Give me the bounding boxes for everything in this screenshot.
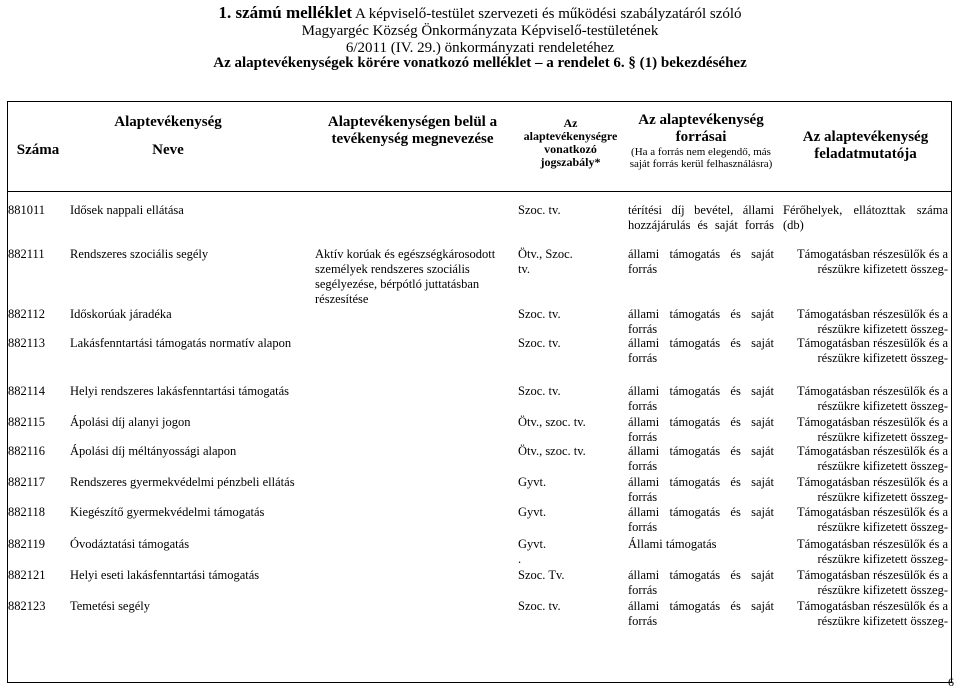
row-indicator: [783, 384, 948, 414]
row-code: 882115: [8, 415, 46, 429]
row-law: Szoc. tv.: [518, 336, 561, 350]
indicator-line-2: részükre kifizetett összeg-: [817, 322, 948, 336]
indicator-line-2: részükre kifizetett összeg-: [817, 399, 948, 413]
indicator-line-1: Támogatásban részesülők és a: [797, 384, 948, 398]
row-subactivity: Aktív korúak és egészségkárosodott személyek rendszeres szociális segélyezése, bérpótló juttatásban részesítése: [315, 247, 496, 306]
row-name: Lakásfenntartási támogatás normatív alapon: [70, 336, 292, 350]
row-code: 881011: [8, 203, 46, 217]
document-subtitle: Az alaptevékenységek körére vonatkozó melléklet – a rendelet 6. § (1) bekezdéséhez: [213, 55, 747, 71]
row-indicator: [783, 599, 948, 629]
row-source: állami támogatás és saját forrás: [628, 247, 774, 276]
indicator-line-1: Támogatásban részesülők és a: [797, 475, 948, 489]
title-line-3: 6/2011 (IV. 29.) önkormányzati rendeletéhez: [345, 40, 615, 56]
indicator-line-1: Támogatásban részesülők és a: [797, 505, 948, 519]
row-name: Helyi eseti lakásfenntartási támogatás: [70, 568, 260, 582]
row-code: 882111: [8, 247, 45, 261]
row-source: állami támogatás és saját forrás: [628, 568, 774, 597]
indicator-line-1: Támogatásban részesülők és a: [797, 537, 948, 551]
row-code: 882116: [8, 444, 46, 458]
indicator-line-1: Támogatásban részesülők és a: [797, 247, 948, 261]
row-source: állami támogatás és saját forrás: [628, 415, 774, 444]
indicator-line-1: Támogatásban részesülők és a: [797, 599, 948, 613]
page-number: 6: [948, 675, 954, 689]
row-indicator: [783, 247, 948, 277]
row-law: Ötv., szoc. tv.: [518, 415, 586, 429]
row-code: 882121: [8, 568, 46, 582]
row-name: Óvodáztatási támogatás: [70, 537, 190, 551]
row-source: állami támogatás és saját forrás: [628, 336, 774, 365]
indicator-line-2: részükre kifizetett összeg-: [817, 552, 948, 566]
row-indicator: [783, 203, 948, 233]
row-indicator: [783, 336, 948, 366]
row-name: Időskorúak járadéka: [70, 307, 172, 321]
col-header-mutato: Az alaptevékenység feladatmutatója: [802, 129, 929, 162]
indicator-line-2: részükre kifizetett összeg-: [817, 262, 948, 276]
col-header-forras-title: Az alaptevékenység forrásai: [638, 112, 764, 145]
document-title: [0, 4, 960, 57]
indicator-line-2: részükre kifizetett összeg-: [817, 351, 948, 365]
row-name: Rendszeres gyermekvédelmi pénzbeli ellátás: [70, 475, 295, 489]
title-line-2: Magyargéc Község Önkormányzata Képviselő-testületének: [301, 23, 659, 39]
col-header-group: Alaptevékenység: [114, 114, 222, 130]
row-indicator: [783, 415, 948, 445]
row-name: Ápolási díj méltányossági alapon: [70, 444, 237, 458]
indicator-line-1: Támogatásban részesülők és a: [797, 568, 948, 582]
row-source: állami támogatás és saját forrás: [628, 307, 774, 336]
annex-number: 1. számú melléklet: [218, 3, 353, 22]
title-line-1: A képviselő-testület szervezeti és működési szabályzatáról szóló: [352, 6, 742, 22]
row-law: Gyvt.: [518, 475, 547, 489]
row-source: Állami támogatás: [628, 537, 717, 551]
indicator-line-2: részükre kifizetett összeg-: [817, 583, 948, 597]
row-law: [518, 537, 623, 567]
row-code: 882112: [8, 307, 46, 321]
row-law: Gyvt.: [518, 505, 547, 519]
row-law-text: Gyvt.: [518, 537, 547, 551]
col-header-szama: Száma: [16, 142, 60, 158]
row-code: 882117: [8, 475, 46, 489]
indicator-line-1: Támogatásban részesülők és a: [797, 415, 948, 429]
activities-table: [7, 101, 952, 683]
row-name: Kiegészítő gyermekvédelmi támogatás: [70, 505, 265, 519]
row-indicator: [783, 537, 948, 567]
row-source: állami támogatás és saját forrás: [628, 475, 774, 504]
row-source: állami támogatás és saját forrás: [628, 599, 774, 628]
col-header-forras: [626, 112, 776, 170]
indicator-line-1: Támogatásban részesülők és a: [797, 307, 948, 321]
indicator-line-1: Támogatásban részesülők és a: [797, 444, 948, 458]
row-name: Temetési segély: [70, 599, 150, 613]
indicator-line-1: Támogatásban részesülők és a: [797, 336, 948, 350]
col-header-neve: Neve: [152, 142, 184, 158]
row-source: térítési díj bevétel, állami hozzájárulás és saját forrás: [628, 203, 774, 232]
row-indicator: [783, 568, 948, 598]
row-code: 882114: [8, 384, 46, 398]
row-indicator: [783, 444, 948, 474]
row-indicator: [783, 307, 948, 337]
row-law: Ötv., szoc. tv.: [518, 444, 586, 458]
row-name: Ápolási díj alanyi jogon: [70, 415, 191, 429]
col-header-jogszabaly: Az alaptevékenységre vonatkozó jogszabály*: [523, 116, 618, 169]
indicator-line-2: részükre kifizetett összeg-: [817, 614, 948, 628]
row-source: állami támogatás és saját forrás: [628, 384, 774, 413]
row-name: Helyi rendszeres lakásfenntartási támogatás: [70, 384, 290, 398]
indicator-line-2: (db): [783, 218, 804, 232]
row-indicator: [783, 475, 948, 505]
row-code: 882113: [8, 336, 46, 350]
row-law: Szoc. tv.: [518, 599, 561, 613]
col-header-forras-note: (Ha a forrás nem elegendő, más saját forrás kerül felhasználásra): [629, 146, 773, 170]
row-law: Ötv., Szoc. tv.: [518, 247, 573, 276]
header-divider: [8, 191, 951, 192]
row-indicator: [783, 505, 948, 535]
col-header-belul: Alaptevékenységen belül a tevékenység megnevezése: [327, 114, 498, 147]
row-law: Szoc. tv.: [518, 203, 561, 217]
row-law-extra: .: [518, 552, 522, 566]
indicator-line-2: részükre kifizetett összeg-: [817, 490, 948, 504]
row-law: Szoc. Tv.: [518, 568, 565, 582]
row-source: állami támogatás és saját forrás: [628, 505, 774, 534]
row-law: Szoc. tv.: [518, 384, 561, 398]
indicator-line-2: részükre kifizetett összeg-: [817, 459, 948, 473]
row-code: 882119: [8, 537, 46, 551]
indicator-line-1: Férőhelyek, ellátozttak száma: [783, 203, 948, 217]
row-name: Idősek nappali ellátása: [70, 203, 184, 217]
row-name: Rendszeres szociális segély: [70, 247, 209, 261]
row-law: Szoc. tv.: [518, 307, 561, 321]
row-code: 882123: [8, 599, 46, 613]
indicator-line-2: részükre kifizetett összeg-: [817, 430, 948, 444]
indicator-line-2: részükre kifizetett összeg-: [817, 520, 948, 534]
row-source: állami támogatás és saját forrás: [628, 444, 774, 473]
row-code: 882118: [8, 505, 46, 519]
